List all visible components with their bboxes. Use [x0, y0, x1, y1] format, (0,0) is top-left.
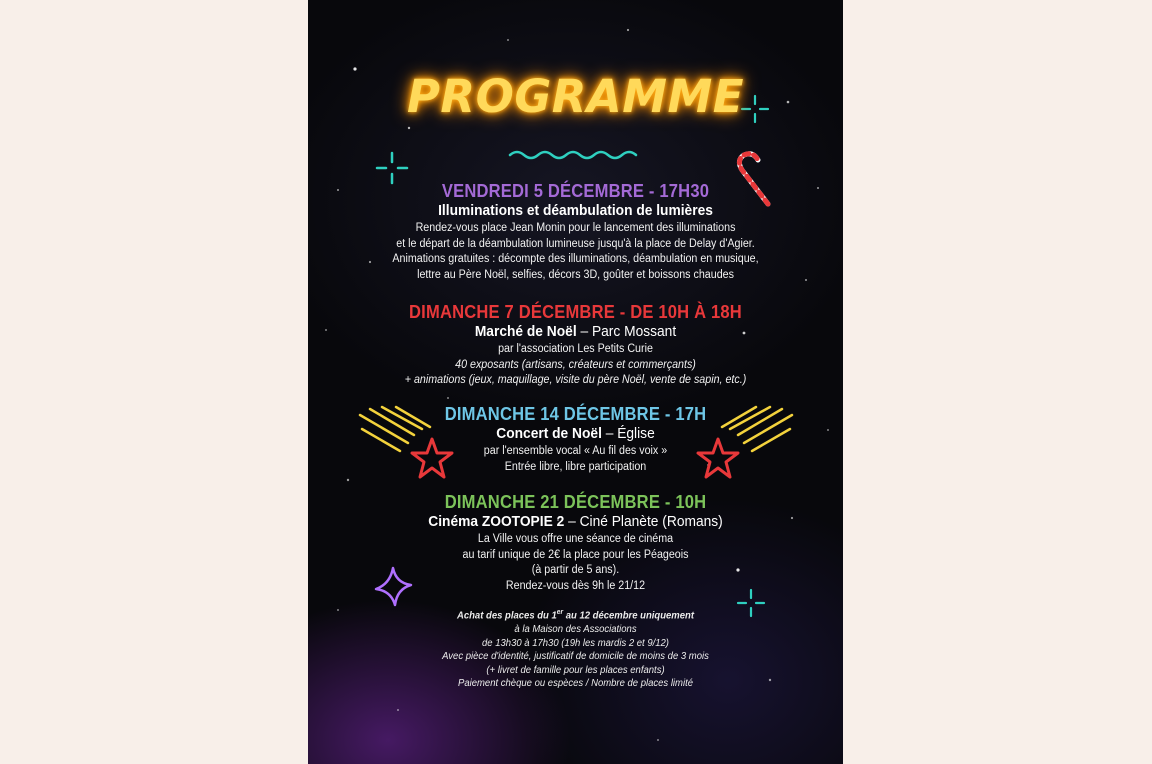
event-headline [321, 425, 829, 444]
ticket-notes [308, 606, 843, 691]
event-block-2 [308, 301, 843, 389]
note-line: Avec pièce d'identité, justificatif de domicile de moins de 3 mois [442, 651, 709, 663]
event-date: VENDREDI 5 DÉCEMBRE - 17H30 [441, 181, 710, 201]
programme-poster [308, 0, 843, 764]
event-line: 40 exposants (artisans, créateurs et commerçants) [455, 358, 696, 371]
event-line: Rendez-vous dès 9h le 21/12 [505, 579, 646, 592]
event-line: Entrée libre, libre participation [504, 460, 647, 473]
note-line: Paiement chèque ou espèces / Nombre de places limité [457, 678, 693, 690]
note-headline [321, 606, 829, 623]
event-headline [321, 202, 829, 221]
note-line: à la Maison des Associations [514, 623, 637, 635]
event-line: La Ville vous offre une séance de cinéma [477, 533, 674, 545]
page-title: PROGRAMME [406, 70, 745, 123]
note-headline-end: au 12 décembre uniquement [563, 610, 695, 622]
event-date: DIMANCHE 7 DÉCEMBRE - DE 10H À 18H [409, 302, 742, 322]
event-headline-bold: Cinéma ZOOTOPIE 2 [428, 514, 565, 530]
event-line: et le départ de la déambulation lumineuse jusqu'à la place de Delay d'Agier. [396, 237, 755, 250]
event-line: Animations gratuites : décompte des illuminations, déambulation en musique, [392, 253, 759, 265]
note-headline-sup: er [556, 609, 564, 616]
event-headline-rest: – Ciné Planète (Romans) [564, 514, 723, 530]
note-headline-start: Achat des places du 1 [456, 610, 557, 622]
event-line: Rendez-vous place Jean Monin pour le lancement des illuminations [415, 222, 736, 234]
event-block-4 [308, 491, 843, 594]
wave-line [508, 148, 638, 162]
note-line: de 13h30 à 17h30 (19h les mardis 2 et 9/12) [482, 637, 669, 649]
event-line: lettre au Père Noël, selfies, décors 3D, goûter et boissons chaudes [417, 268, 734, 281]
event-headline-rest: – Parc Mossant [576, 324, 677, 340]
note-line: (+ livret de famille pour les places enfants) [486, 664, 665, 676]
event-block-1 [308, 180, 843, 283]
event-block-3 [308, 403, 843, 475]
event-date: DIMANCHE 21 DÉCEMBRE - 10H [444, 492, 707, 512]
event-headline-rest: – Église [601, 426, 655, 442]
event-headline [321, 323, 829, 342]
event-line: par l'association Les Petits Curie [498, 343, 653, 355]
event-headline-bold: Concert de Noël [496, 426, 602, 442]
event-headline [321, 513, 829, 532]
event-date: DIMANCHE 14 DÉCEMBRE - 17H [444, 404, 707, 424]
event-line: par l'ensemble vocal « Au fil des voix » [483, 445, 668, 457]
event-line: au tarif unique de 2€ la place pour les Péageois [462, 548, 689, 561]
event-headline-bold: Illuminations et déambulation de lumières [438, 203, 713, 219]
event-headline-bold: Marché de Noël [474, 324, 577, 340]
event-line: (à partir de 5 ans). [531, 564, 620, 576]
event-line: + animations (jeux, maquillage, visite du père Noël, vente de sapin, etc.) [404, 374, 747, 386]
